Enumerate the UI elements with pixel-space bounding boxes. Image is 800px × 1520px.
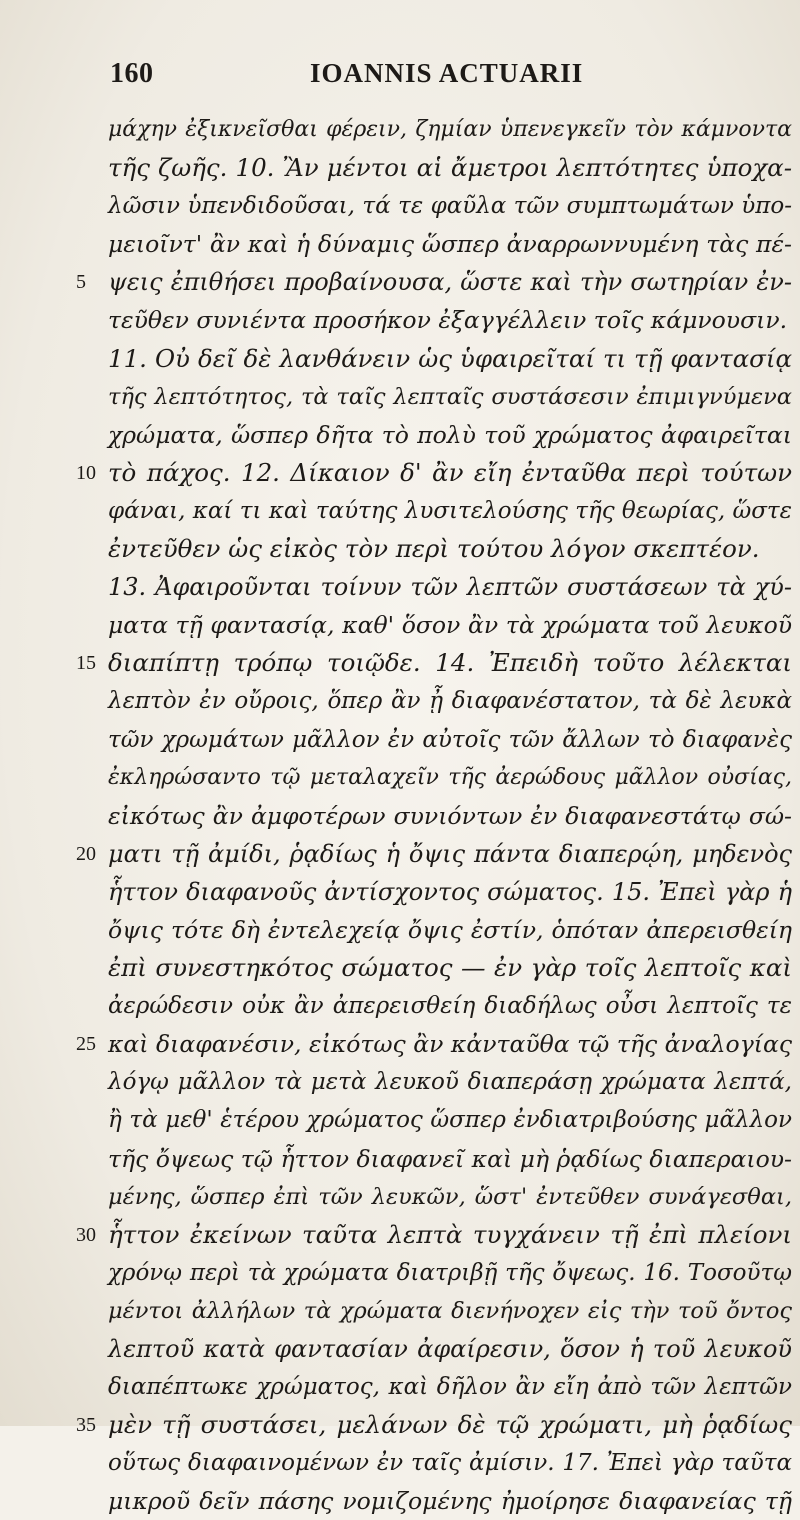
text-line: [108, 378, 792, 416]
text-line: [108, 606, 792, 644]
text-line: [108, 1101, 792, 1139]
line-text: ἐκληρώσαντο τῷ μεταλαχεῖν τῆς ἀερώδους μᾶλλον οὐσίας,: [108, 764, 792, 790]
text-line: [108, 1063, 792, 1101]
line-text: καὶ διαφανέσιν, εἰκότως ἂν κἀνταῦθα τῷ τῆς ἀναλογίας: [108, 1030, 792, 1059]
text-line: [108, 949, 792, 987]
body-text: [76, 111, 792, 1520]
line-text: διαπέπτωκε χρώματος, καὶ δῆλον ἂν εἴη ἀπὸ τῶν λεπτῶν: [108, 1374, 792, 1401]
text-line: [108, 721, 792, 759]
text-line: [108, 1140, 792, 1178]
text-line: [108, 225, 792, 263]
text-line: [76, 644, 792, 682]
line-text: μένης, ὥσπερ ἐπὶ τῶν λευκῶν, ὥστ' ἐντεῦθεν συνάγεσθαι,: [108, 1183, 792, 1210]
text-line: [76, 1406, 792, 1444]
line-text: μέντοι ἀλλήλων τὰ χρώματα διενήνοχεν εἰς τὴν τοῦ ὄντος: [108, 1297, 792, 1324]
line-text: τῆς λεπτότητος, τὰ ταῖς λεπταῖς συστάσεσιν ἐπιμιγνύμενα: [108, 383, 792, 410]
text-line: [108, 149, 792, 187]
text-line: [108, 873, 792, 911]
line-number: 35: [76, 1414, 96, 1437]
text-line: [108, 187, 792, 225]
line-text: οὕτως διαφαινομένων ἐν ταῖς ἀμίσιν. 17. Ἐπεὶ γὰρ ταῦτα: [108, 1450, 792, 1477]
line-text: ὄψις τότε δὴ ἐντελεχείᾳ ὄψις ἐστίν, ὁπόταν ἀπερεισθείη: [108, 915, 792, 944]
line-text: 13. Ἀφαιροῦνται τοίνυν τῶν λεπτῶν συστάσεων τὰ χύ-: [108, 573, 792, 602]
text-line: [108, 1330, 792, 1368]
text-line: [108, 492, 792, 530]
text-line: [108, 797, 792, 835]
line-text: εἰκότως ἂν ἀμφοτέρων συνιόντων ἐν διαφανεστάτῳ σώ-: [108, 801, 792, 830]
line-text: ἧττον ἐκείνων ταῦτα λεπτὰ τυγχάνειν τῇ ἐπὶ πλείονι: [108, 1219, 792, 1249]
text-line: [108, 1444, 792, 1482]
line-text: τῆς ζωῆς. 10. Ἂν μέντοι αἱ ἄμετροι λεπτότητες ὑποχα-: [108, 153, 792, 183]
line-text: λόγῳ μᾶλλον τὰ μετὰ λευκοῦ διαπεράσῃ χρώματα λεπτά,: [108, 1069, 792, 1096]
line-text: λεπτοῦ κατὰ φαντασίαν ἀφαίρεσιν, ὅσον ἡ τοῦ λευκοῦ: [108, 1335, 792, 1363]
text-line: [108, 911, 792, 949]
line-text: τῆς ὄψεως τῷ ἧττον διαφανεῖ καὶ μὴ ῥᾳδίως διαπεραιου-: [108, 1144, 792, 1173]
line-text: διαπίπτῃ τρόπῳ τοιῷδε. 14. Ἐπειδὴ τοῦτο λέλεκται: [108, 648, 792, 678]
line-text: λῶσιν ὑπενδιδοῦσαι, τά τε φαῦλα τῶν συμπτωμάτων ὑπο-: [108, 193, 792, 220]
text-line: [108, 111, 792, 149]
line-number: 20: [76, 842, 96, 865]
line-number: 25: [76, 1033, 96, 1056]
line-text: μὲν τῇ συστάσει, μελάνων δὲ τῷ χρώματι, μὴ ῥᾳδίως: [108, 1410, 792, 1440]
text-line: [76, 835, 792, 873]
text-line: [108, 1292, 792, 1330]
line-text: χρόνῳ περὶ τὰ χρώματα διατριβῇ τῆς ὄψεως. 16. Τοσοῦτῳ: [108, 1259, 792, 1286]
text-line: [108, 759, 792, 797]
text-line: [108, 568, 792, 606]
text-line: [108, 1368, 792, 1406]
text-line: [108, 987, 792, 1025]
line-text: 11. Οὐ δεῖ δὲ λανθάνειν ὡς ὑφαιρεῖταί τι τῇ φαντασίᾳ: [108, 343, 792, 373]
line-text: τὸ πάχος. 12. Δίκαιον δ' ἂν εἴη ἐνταῦθα περὶ τούτων: [108, 457, 792, 487]
text-line: [76, 263, 792, 301]
text-line: [108, 301, 792, 339]
line-text: ματι τῇ ἀμίδι, ῥᾳδίως ἡ ὄψις πάντα διαπερῴη, μηδενὸς: [108, 839, 792, 868]
line-text: ἀερώδεσιν οὐκ ἂν ἀπερεισθείη διαδήλως οὖσι λεπτοῖς τε: [108, 993, 792, 1020]
line-text: μικροῦ δεῖν πάσης νομιζομένης ἠμοίρησε διαφανείας τῇ: [108, 1487, 792, 1516]
line-text: φάναι, καί τι καὶ ταύτης λυσιτελούσης τῆς θεωρίας, ὥστε: [108, 497, 792, 524]
line-text: λεπτὸν ἐν οὔροις, ὅπερ ἂν ᾖ διαφανέστατον, τὰ δὲ λευκὰ: [108, 688, 792, 715]
running-title: IOANNIS ACTUARII: [310, 58, 584, 88]
line-number: 15: [76, 652, 96, 675]
text-line: [76, 1025, 792, 1063]
line-text: ἐντεῦθεν ὡς εἰκὸς τὸν περὶ τούτου λόγον σκεπτέον.: [108, 534, 760, 564]
line-text: χρώματα, ὥσπερ δῆτα τὸ πολὺ τοῦ χρώματος ἀφαιρεῖται: [108, 420, 792, 449]
text-line: [108, 1482, 792, 1520]
line-text: τῶν χρωμάτων μᾶλλον ἐν αὐτοῖς τῶν ἄλλων τὸ διαφανὲς: [108, 726, 792, 753]
page-number: 160: [110, 58, 154, 89]
text-line: [108, 682, 792, 720]
line-number: 5: [76, 271, 86, 294]
line-text: ἐπὶ συνεστηκότος σώματος — ἐν γὰρ τοῖς λεπτοῖς καὶ: [108, 953, 792, 983]
text-line: [108, 340, 792, 378]
line-text: τεῦθεν συνιέντα προσήκον ἐξαγγέλλειν τοῖς κάμνουσιν.: [108, 306, 788, 335]
line-text: ψεις ἐπιθήσει προβαίνουσα, ὥστε καὶ τὴν σωτηρίαν ἐν-: [108, 268, 792, 297]
page-header: [110, 58, 790, 98]
line-text: μάχην ἐξικνεῖσθαι φέρειν, ζημίαν ὑπενεγκεῖν τὸν κάμνοντα: [108, 117, 792, 142]
line-text: ματα τῇ φαντασίᾳ, καθ' ὅσον ἂν τὰ χρώματα τοῦ λευκοῦ: [108, 611, 792, 640]
line-text: ἧττον διαφανοῦς ἀντίσχοντος σώματος. 15. Ἐπεὶ γὰρ ἡ: [108, 877, 792, 906]
text-line: [108, 416, 792, 454]
text-line: [108, 1254, 792, 1292]
line-text: ἢ τὰ μεθ' ἑτέρου χρώματος ὥσπερ ἐνδιατριβούσης μᾶλλον: [108, 1107, 792, 1134]
text-line: [76, 454, 792, 492]
line-text: μειοῖντ' ἂν καὶ ἡ δύναμις ὥσπερ ἀναρρωννυμένη τὰς πέ-: [108, 230, 792, 259]
text-line: [76, 1216, 792, 1254]
text-line: [108, 1178, 792, 1216]
text-line: [108, 530, 792, 568]
line-number: 10: [76, 461, 96, 484]
line-number: 30: [76, 1223, 96, 1246]
